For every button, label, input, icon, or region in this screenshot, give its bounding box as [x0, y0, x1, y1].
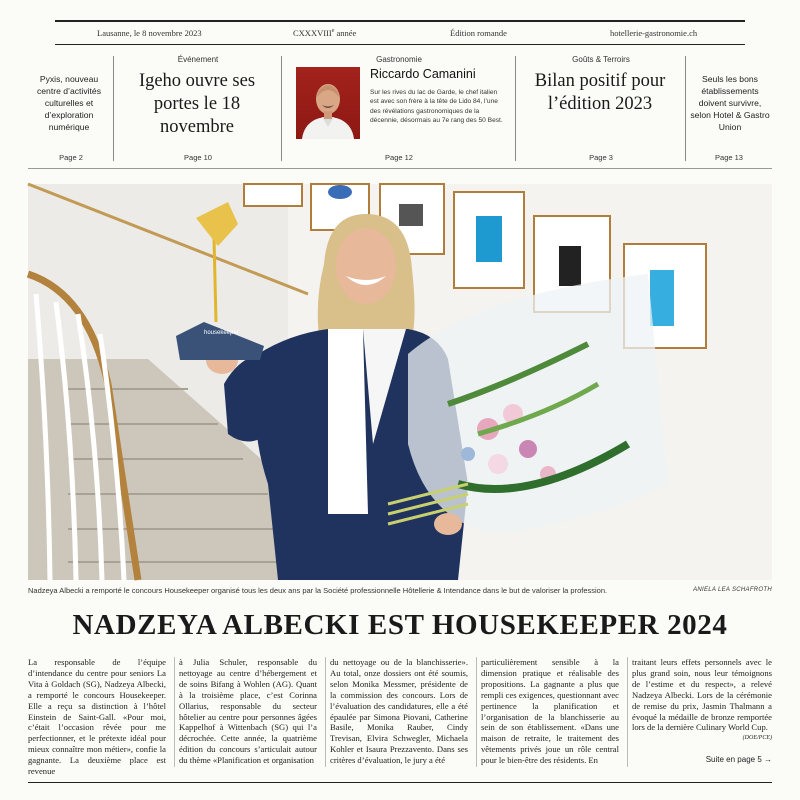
chef-portrait — [296, 67, 360, 139]
continued-link[interactable]: Suite en page 5 → — [705, 755, 772, 764]
main-photo — [28, 184, 772, 580]
teaser-row — [28, 50, 772, 165]
teaser-union-page: Page 13 — [715, 153, 743, 162]
article-author-credit: (DOE/PCE) — [742, 735, 772, 742]
footer-rule — [28, 782, 772, 783]
teaser-gouts-category: Goûts & Terroirs — [572, 55, 630, 64]
teaser-union-text: Seuls les bons établissements doivent survivre, selon Hotel & Gastro Union — [690, 74, 770, 132]
teaser-pyxis-text: Pyxis, nouveau centre d’activités culturelles et d’exploration numérique — [36, 74, 101, 132]
masthead-top-rule — [55, 20, 745, 22]
article-column-3: du nettoyage ou de la blanchisserie». Au total, onze dossiers ont été soumis, selon Monika Messmer, présidente de la commission des concours. Lors de l’évaluation des candidatures, elle a été épaulée par Simona Piovani, Catherine Basile, Monika Rauber, Cindy Trevisan, Elvira Schwegler, Michaela Kohler et Isaura Prezzavento. Dans ses critères d’évaluation, le jury a été — [330, 657, 468, 766]
website[interactable]: hotellerie-gastronomie.ch — [610, 28, 698, 38]
article-column-1: La responsable de l’équipe d’intendance du centre pour seniors La Vita à Goldach (SG), Nadzeya Albecki, a remporté le concours Housekeeper. Elle a reçu sa distinction à l’hôtel Einstein de Saint-Gall. «Pour moi, c’était l’occasion rêvée pour me perfectionner, et le prétexte idéal pour mieux connaître mon métier», confie la gagnante. La deuxième place est revenue — [28, 657, 166, 777]
teaser-igeho-page: Page 10 — [184, 153, 212, 162]
caption-text: Nadzeya Albecki a remporté le concours Housekeeper organisé tous les deux ans par la Société professionnelle Hôtellerie & Intendance dans le but de valoriser la profession. — [28, 586, 608, 595]
issue-info-line — [55, 26, 745, 40]
teaser-igeho-title: Igeho ouvre ses portes le 18 novembre — [138, 71, 256, 137]
photo-credit: ANIELA LEA SCHAFROTH — [693, 587, 772, 593]
teaser-camanini-category: Gastronomie — [376, 55, 422, 64]
teaser-union[interactable] — [686, 50, 772, 165]
teaser-gouts-terroirs[interactable] — [516, 50, 686, 165]
article-column-2: à Julia Schuler, responsable du nettoyage au centre d’hébergement et de soins Bifang à Wohlen (AG). Quant à la troisième place, c’est Corinna Ollarius, responsable du secteur hôtelier au centre pour personnes âgées Kappelhof à Wittenbach (SG) qui l’a décrochée. Cette année, la quatrième édition du concours s’articulait autour du thème «Planification et organisation — [179, 657, 317, 766]
teaser-gouts-page: Page 3 — [589, 153, 613, 162]
teaser-pyxis-page: Page 2 — [59, 153, 83, 162]
article-body — [28, 657, 772, 777]
edition-label: Édition romande — [450, 28, 507, 38]
teaser-camanini-text: Sur les rives du lac de Garde, le chef italien est avec son frère à la tête de Lido 84, l’une des révélations gastronomiques de la décennie, désormais au 7e rang des 50 Best. — [370, 89, 503, 124]
teaser-igeho-category: Événement — [177, 55, 219, 64]
teaser-bottom-rule — [28, 168, 772, 169]
article-column-4: particulièrement sensible à la dimension pratique et réalisable des propositions. La gagnante a plus que rempli ces exigences, questionnant avec pertinence la planification et l’organisation de la blanchisserie au sein de son établissement. «Dans une maison de retraite, le traitement des vêtements privés joue un rôle central pour le bien-être des résidents. En — [481, 657, 619, 766]
teaser-igeho[interactable] — [114, 50, 282, 165]
article-column-5 — [632, 657, 772, 767]
teaser-gouts-title: Bilan positif pour l’édition 2023 — [534, 71, 666, 114]
teaser-camanini[interactable] — [282, 50, 516, 165]
masthead-bottom-rule — [55, 44, 745, 45]
article-column-5-text: traitant leurs effets personnels avec le plus grand soin, nous leur témoignons de l’estime et du respect», a relevé Nadzeya Albecki. Lors de la cérémonie de remise du prix, Jasmin Thalmann a évoqué la médaille de bronze remportée lors de la dernière Culinary World Cup. — [632, 657, 772, 733]
article-headline: NADZEYA ALBECKI EST HOUSEKEEPER 2024 — [72, 609, 728, 641]
teaser-camanini-page: Page 12 — [385, 153, 413, 162]
teaser-pyxis[interactable] — [28, 50, 114, 165]
issue-number: CXXXVIIIe année — [293, 28, 357, 38]
trophy-label: housekeeper — [204, 330, 239, 336]
photo-caption — [28, 586, 772, 598]
chef-name: Riccardo Camanini — [370, 67, 476, 81]
issue-date: Lausanne, le 8 novembre 2023 — [97, 28, 202, 38]
